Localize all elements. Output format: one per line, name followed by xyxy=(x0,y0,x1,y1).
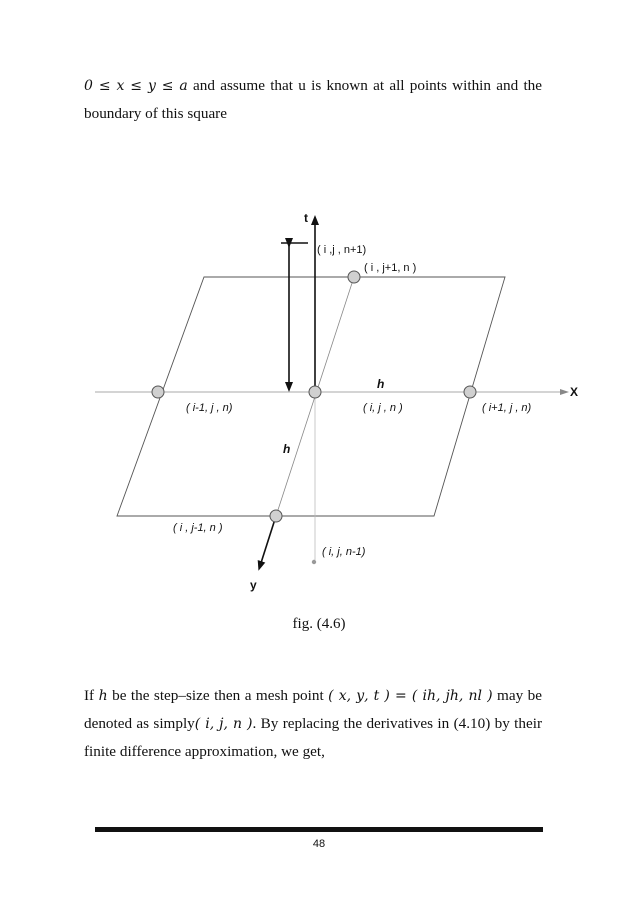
text-3: may be denoted as simply xyxy=(84,687,542,732)
body-paragraph xyxy=(84,682,542,766)
x-axis-label: X xyxy=(570,385,579,399)
node-front xyxy=(270,510,282,522)
node-left xyxy=(152,386,164,398)
h-horizontal-label: h xyxy=(377,377,385,391)
text-2: be the step–size then a mesh point xyxy=(107,687,329,704)
math-mesh-point: ( 𝑥, 𝑦, 𝑡 ) = ( 𝑖ℎ, 𝑗ℎ, 𝑛𝑙 ) xyxy=(328,688,493,704)
label-top: ( i ,j , n+1) xyxy=(317,244,367,256)
y-axis xyxy=(260,516,276,566)
node-back xyxy=(348,271,360,283)
node-right xyxy=(464,386,476,398)
math-h: ℎ xyxy=(98,688,108,704)
figure-caption: fig. (4.6) xyxy=(292,616,346,632)
label-back: ( i , j+1, n ) xyxy=(364,262,417,274)
intro-text: and assume that u is known at all points within and the boundary of this square xyxy=(84,77,542,122)
footer-rule xyxy=(95,827,543,832)
y-axis-label: y xyxy=(250,578,257,592)
text-4: . By replacing the derivatives in (4.10) by their finite difference approximation, we get, xyxy=(84,715,543,760)
label-left: ( i-1, j , n) xyxy=(186,402,233,414)
node-bottom xyxy=(312,560,316,564)
label-bottom: ( i, j, n-1) xyxy=(322,546,366,558)
h-vertical-label: h xyxy=(283,442,291,456)
page-number: 48 xyxy=(312,838,326,850)
text-1: If xyxy=(84,687,99,704)
node-center xyxy=(309,386,321,398)
inequality-math: 0 ≤ 𝑥 ≤ 𝑦 ≤ 𝑎 xyxy=(84,78,188,94)
t-axis-label: t xyxy=(304,211,308,225)
math-ijn: ( 𝑖, 𝑗, 𝑛 ) xyxy=(194,716,253,732)
label-center: ( i, j , n ) xyxy=(363,402,403,414)
label-front: ( i , j-1, n ) xyxy=(173,522,223,534)
label-right: ( i+1, j , n) xyxy=(482,402,532,414)
